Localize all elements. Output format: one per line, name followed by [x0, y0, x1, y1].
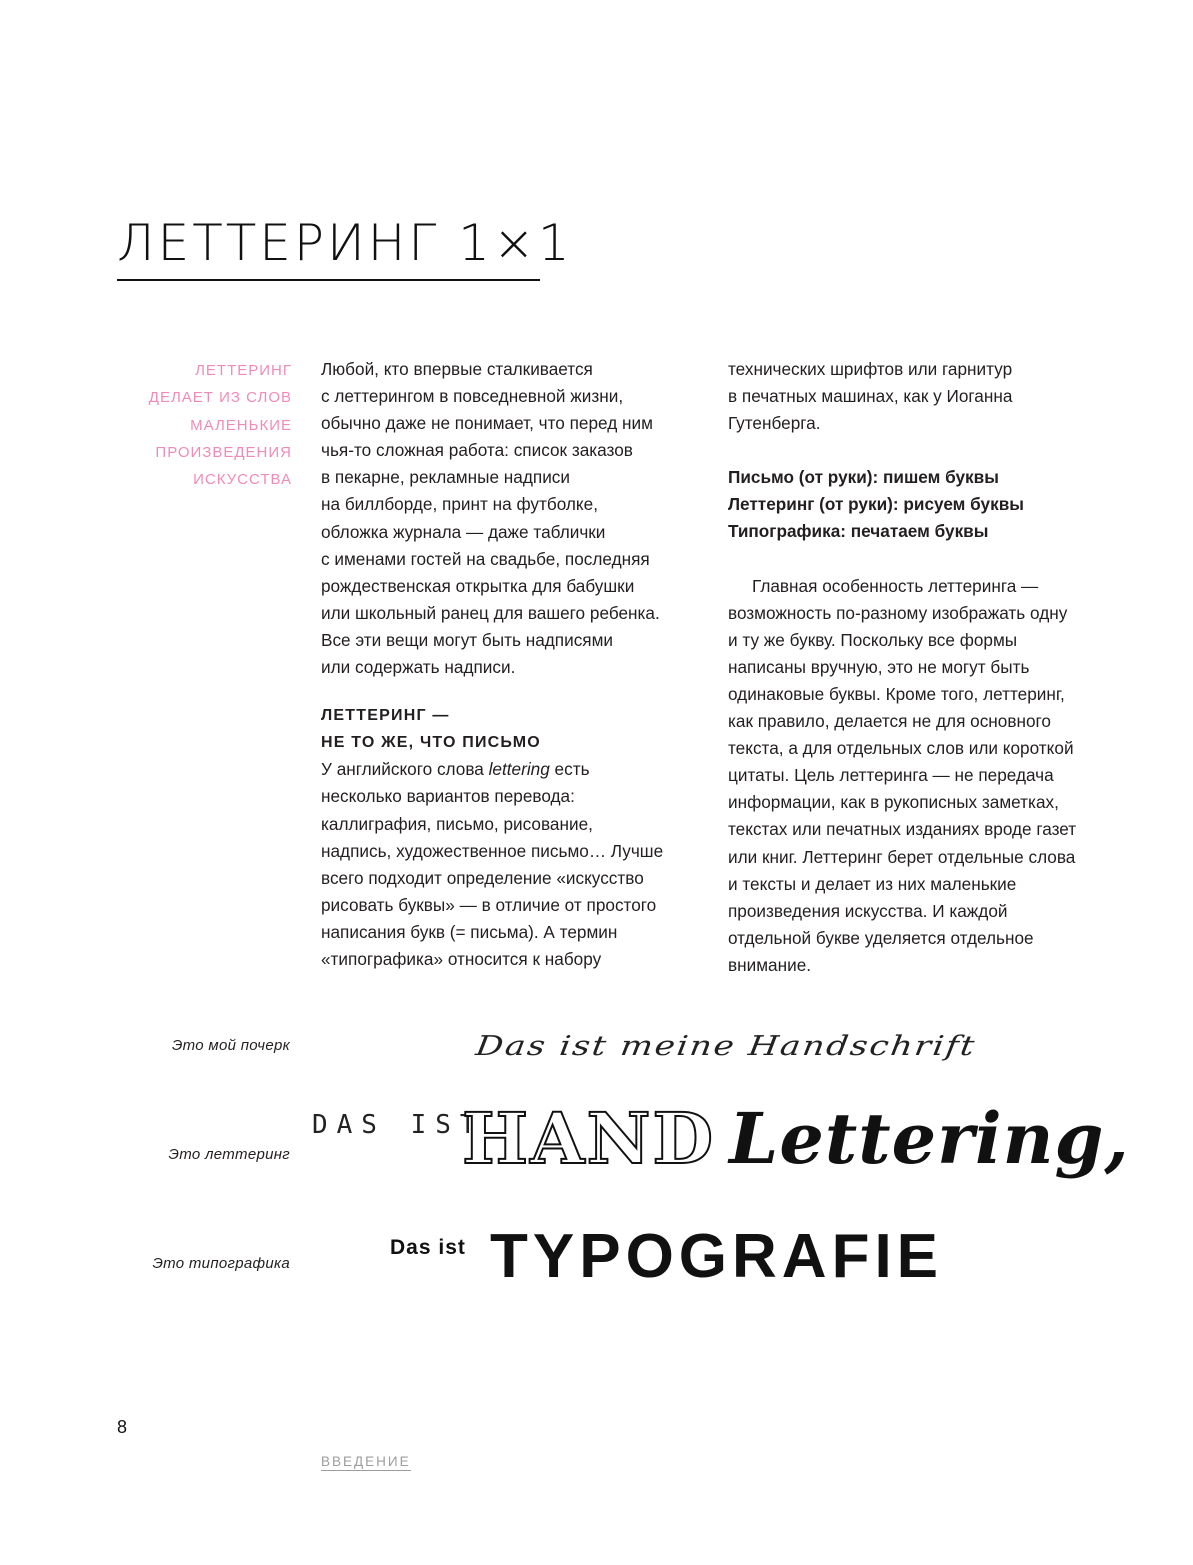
body-line: рождественская открытка для бабушки: [321, 575, 635, 596]
body-line: и тексты и делает из них маленькие: [728, 873, 1017, 894]
body-line: с леттерингом в повседневной жизни,: [321, 386, 624, 407]
label-handwriting: Это мой почерк: [171, 1037, 290, 1054]
body-line: информации, как в рукописных заметках,: [728, 792, 1059, 813]
body-line: Главная особенность леттеринга —: [752, 575, 1039, 596]
pull-quote-line: ДЕЛАЕТ ИЗ СЛОВ: [148, 389, 292, 407]
body-line: несколько вариантов перевода:: [321, 786, 575, 807]
body-line: надпись, художественное письмо… Лучше: [321, 840, 664, 861]
section-name: ВВЕДЕНИЕ: [321, 1454, 411, 1469]
typography-small-text: Das ist: [390, 1236, 466, 1259]
body-line: чья-то сложная работа: список заказов: [321, 440, 633, 461]
body-line: Гутенберга.: [728, 413, 821, 434]
body-line: или содержать надписи.: [321, 657, 516, 678]
body-line: или книг. Леттеринг берет отдельные слова: [728, 846, 1076, 867]
body-line: Любой, кто впервые сталкивается: [321, 359, 593, 379]
body-line: и ту же букву. Поскольку все формы: [728, 629, 1018, 650]
label-typography: Это типографика: [152, 1255, 290, 1272]
body-text: У английского слова: [321, 759, 489, 780]
body-line: отдельной букве уделяется отдельное: [728, 927, 1034, 948]
page-title: ЛЕТТЕРИНГ 1×1: [117, 214, 573, 272]
body-line: «типографика» относится к набору: [321, 948, 602, 969]
body-line: написания букв (= письма). А термин: [321, 921, 618, 942]
pull-quote-line: ПРОИЗВЕДЕНИЯ: [155, 443, 292, 461]
body-line: одинаковые буквы. Кроме того, леттеринг,: [728, 683, 1065, 704]
body-line: в пекарне, рекламные надписи: [321, 467, 570, 488]
body-line: технических шрифтов или гарнитур: [728, 359, 1013, 379]
body-line: в печатных машинах, как у Иоганна: [728, 386, 1013, 407]
lettering-small-text: DAS IST: [312, 1110, 485, 1140]
body-line: написаны вручную, это не могут быть: [728, 656, 1030, 677]
body-line: или школьный ранец для вашего ребенка.: [321, 602, 660, 623]
handwriting-sample: Das ist meine Handschrift: [473, 1030, 979, 1062]
title-underline: [117, 279, 540, 281]
body-line: цитаты. Цель леттеринга — не передача: [728, 765, 1054, 786]
body-line: Все эти вещи могут быть надписями: [321, 629, 614, 650]
body-line: всего подходит определение «искусство: [321, 867, 644, 888]
definition-line: Письмо (от руки): пишем буквы: [728, 467, 999, 488]
body-line: возможность по-разному изображать одну: [728, 602, 1068, 623]
body-line: с именами гостей на свадьбе, последняя: [321, 548, 650, 569]
body-line: как правило, делается не для основного: [728, 711, 1051, 732]
typography-big-text: TYPOGRAFIE: [490, 1222, 944, 1291]
page-number: 8: [117, 1417, 128, 1437]
pull-quote: [120, 357, 292, 493]
pull-quote-line: ЛЕТТЕРИНГ: [195, 362, 292, 379]
body-italic: lettering: [488, 759, 550, 780]
body-line: внимание.: [728, 954, 812, 975]
lettering-sample: [312, 1097, 1130, 1210]
body-line: [321, 756, 701, 783]
body-line: рисовать буквы» — в отличие от простого: [321, 894, 657, 915]
body-line: обычно даже не понимает, что перед ним: [321, 413, 653, 434]
body-line: каллиграфия, письмо, рисование,: [321, 813, 593, 834]
body-line: обложка журнала — даже таблички: [321, 521, 606, 542]
body-text: есть: [549, 759, 590, 780]
text-column-right: [728, 356, 1108, 979]
pull-quote-line: МАЛЕНЬКИЕ: [190, 416, 292, 434]
lettering-brush-word: Lettering,: [729, 1097, 1130, 1180]
lettering-hand-text: [462, 1097, 1130, 1180]
definition-line: Типографика: печатаем буквы: [728, 521, 989, 542]
body-line: текстах или печатных изданиях вроде газет: [728, 819, 1077, 840]
label-lettering: Это леттеринг: [168, 1146, 290, 1163]
body-line: на биллборде, принт на футболке,: [321, 494, 598, 515]
section-heading: ЛЕТТЕРИНГ —: [321, 707, 450, 725]
definition-line: Леттеринг (от руки): рисуем буквы: [728, 494, 1024, 515]
section-heading: НЕ ТО ЖЕ, ЧТО ПИСЬМО: [321, 734, 541, 752]
body-line: произведения искусства. И каждой: [728, 900, 1008, 921]
text-column-left: [321, 356, 701, 973]
pull-quote-line: ИСКУССТВА: [193, 471, 292, 489]
body-line: текста, а для отдельных слов или короткой: [728, 738, 1074, 759]
lettering-outline-word: HAND: [462, 1097, 716, 1180]
